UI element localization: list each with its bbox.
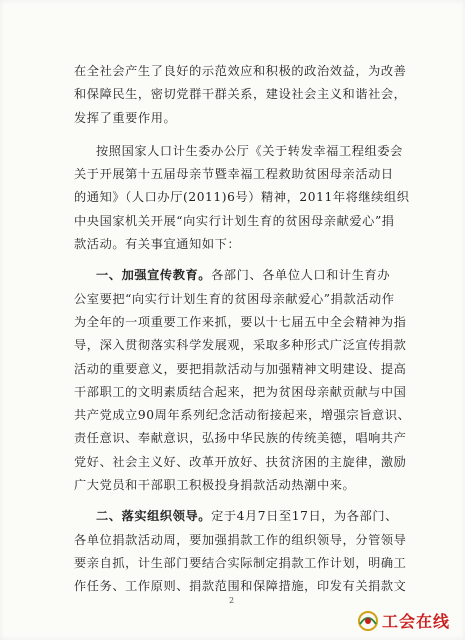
text-line: 和保障民生，密切党群干群关系，建设社会主义和谐社会，: [74, 87, 407, 102]
watermark-text: 工会在线: [382, 611, 451, 631]
text-line: 责任意识、奉献意识，弘扬中华民族的传统美德，唱响共产: [74, 431, 407, 446]
document-body: [74, 60, 411, 599]
text-line: 为全年的一项重要工作来抓，要以十七届五中全会精神为指: [74, 314, 407, 329]
text-segment: 定于4月7日至17日，为各部门、: [211, 509, 398, 524]
section-2-heading: 二、落实组织领导。: [96, 509, 212, 524]
text-line: 中央国家机关开展“向实行计划生育的贫困母亲献爱心”捐: [74, 213, 395, 228]
site-watermark: [356, 606, 464, 634]
text-line: 关于开展第十五届母亲节暨幸福工程救助贫困母亲活动日: [74, 167, 394, 182]
section-2-first-line: [74, 505, 404, 528]
union-logo-icon: [356, 608, 380, 632]
text-line: 要亲自抓，计生部门要结合实际制定捐款工作计划，明确工: [74, 555, 407, 570]
section-2: [74, 505, 407, 598]
text-line: 干部职工的文明素质结合起来，把为贫困母亲献贡献与中国: [74, 384, 407, 399]
text-line: 各单位捐款活动周，要加强捐款工作的组织领导，分管领导: [74, 532, 407, 547]
text-line: 导，深入贯彻落实科学发展观，采取多种形式广泛宣传捐款: [74, 338, 407, 353]
section-1: [74, 264, 411, 497]
section-1-heading: 一、加强宣传教育。: [96, 268, 212, 283]
page-number: 2: [229, 596, 235, 605]
text-line: 活动的重要意义，要把捐款活动与加强精神文明建设、提高: [74, 361, 407, 376]
text-line: 款活动。有关事宜通知如下：: [74, 237, 241, 252]
text-line: 党好、社会主义好、改革开放好、扶贫济困的主旋律，激励: [74, 454, 407, 469]
text-line: 在全社会产生了良好的示范效应和积极的政治效益，为改善: [74, 64, 407, 78]
text-line: 按照国家人口计生委办公厅《关于转发幸福工程组委会: [96, 143, 403, 158]
paragraph-2: [74, 140, 410, 256]
text-line: 作任务、工作原则、捐款范围和保障措施，印发有关捐款文: [74, 579, 407, 594]
text-line: 的通知》（人口办厅(2011)6号）精神，2011年将继续组织: [74, 190, 410, 205]
paragraph-1: [74, 60, 407, 130]
section-1-first-line: [74, 264, 404, 287]
text-line: 发挥了重要作用。: [74, 110, 177, 125]
text-line: 共产党成立90周年系列纪念活动衔接起来，增强宗旨意识、: [74, 408, 411, 423]
text-line: 广大党员和干部职工积极投身捐款活动热潮中来。: [74, 478, 356, 493]
text-line: 公室要把“向实行计划生育的贫困母亲献爱心”捐款活动作: [74, 291, 395, 306]
text-segment: 各部门、各单位人口和计生育办: [211, 268, 391, 283]
